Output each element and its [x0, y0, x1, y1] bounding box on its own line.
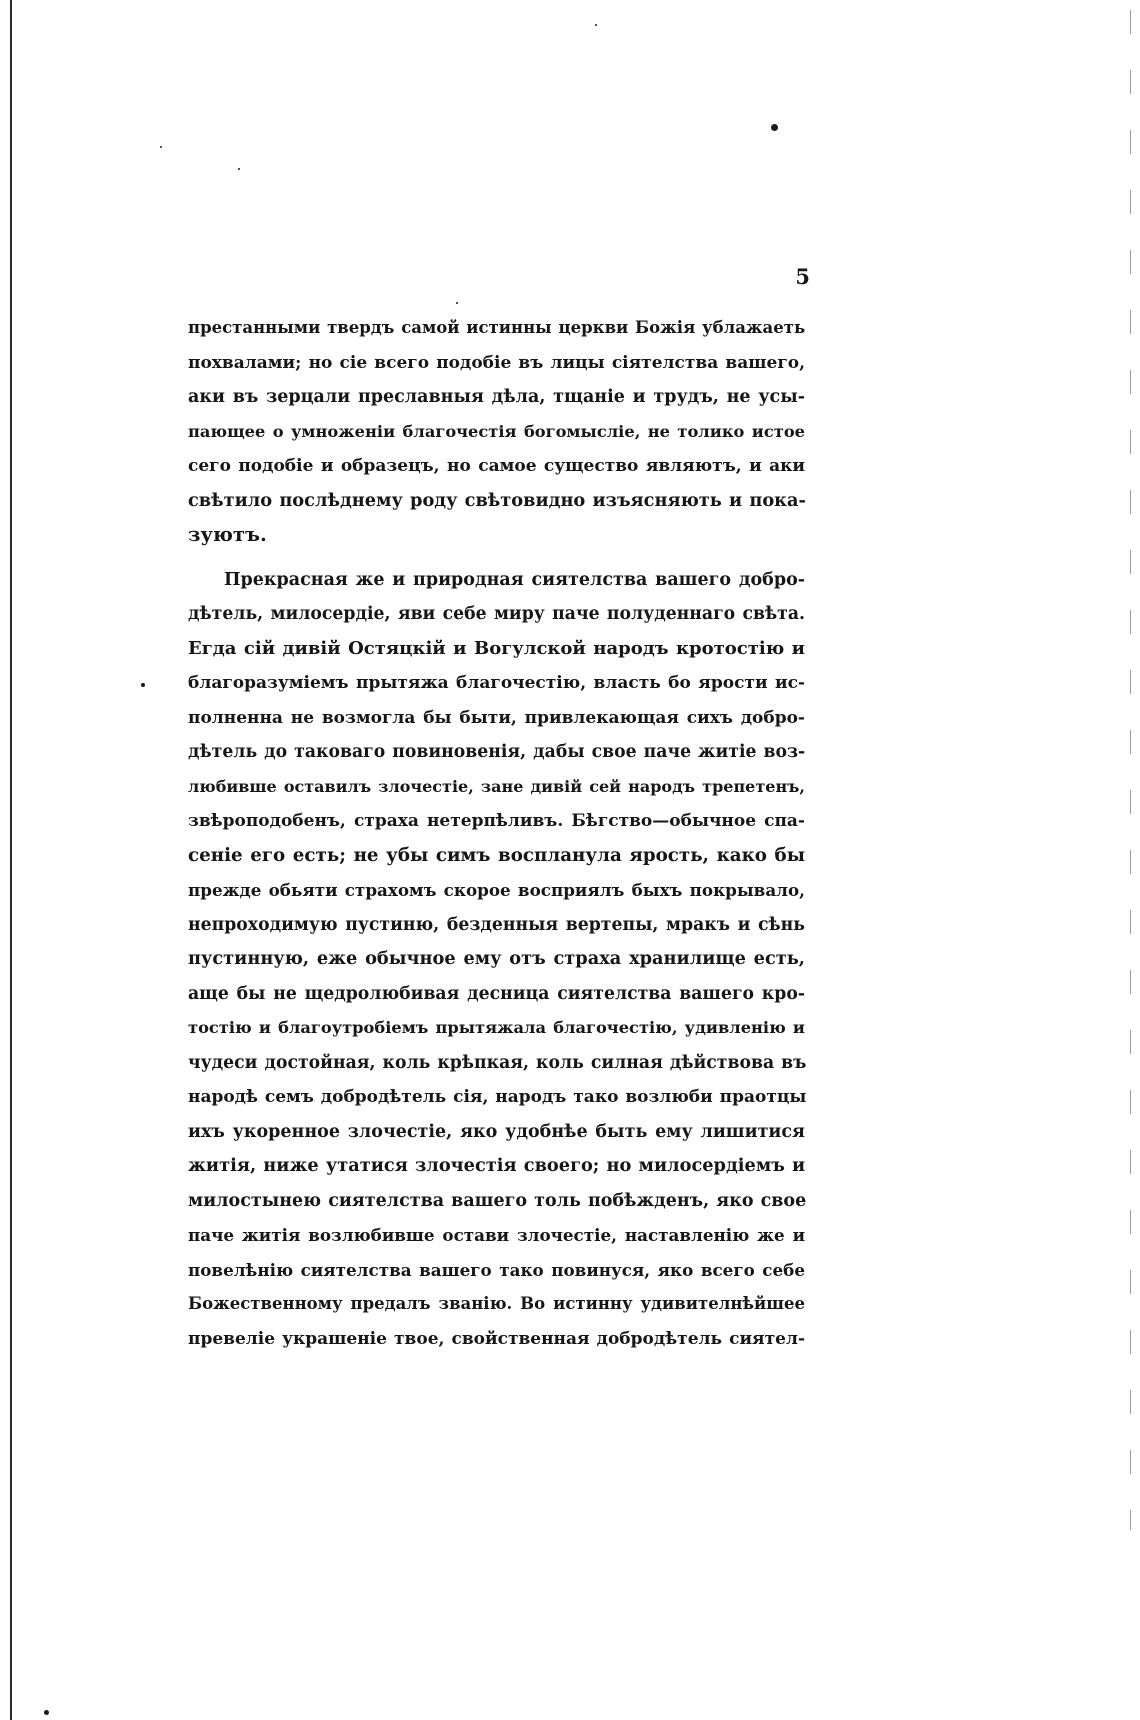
text-line: прежде обьяти страхомъ скорое восприялъ быхъ покрывало, [188, 880, 805, 900]
text-line: дѣтель до таковаго повиновенія, дабы свое паче житіе воз- [188, 742, 806, 762]
text-line: милостынею сиятелства вашего толь побѣжденъ, яко свое [188, 1190, 807, 1211]
body-text [188, 311, 805, 1356]
text-line: паче житія возлюбивше остави злочестіе, наставленію же и [188, 1225, 805, 1245]
ink-speck [44, 1710, 49, 1715]
text-line: пустинную, еже обычное ему отъ страха хранилище есть, [188, 948, 805, 969]
text-line: любивше оставилъ злочестіе, зане дивій сей народъ трепетенъ, [188, 776, 805, 796]
text-line: Прекрасная же и природная сиятелства вашего добро- [224, 569, 805, 590]
text-line: аки въ зерцали преславныя дѣла, тщаніе и трудъ, не усы- [188, 387, 805, 407]
ink-speck [160, 146, 162, 148]
text-line: престанными твердъ самой истинны церкви Божія ублажаеть [188, 318, 806, 337]
text-line: ихъ укоренное злочестіе, яко удобнѣе быть ему лишитися [188, 1121, 805, 1142]
text-line: народѣ семъ добродѣтель сія, народъ тако возлюби праотцы [188, 1087, 807, 1107]
paragraph-gap [188, 553, 805, 563]
text-line: аще бы не щедролюбивая десница сиятелства вашего кро- [188, 983, 805, 1004]
text-line: житія, ниже утатися злочестія своего; но милосердіемъ и [188, 1155, 806, 1176]
text-line: тостію и благоутробіемъ прытяжала благочестію, удивленію и [188, 1018, 805, 1037]
ink-speck [238, 168, 240, 170]
text-line: Егда сій дивій Остяцкій и Вогулской народъ кротостію и [188, 637, 805, 659]
text-line: непроходимую пустиню, безденныя вертепы, мракъ и сѣнь [188, 914, 805, 935]
text-line: звѣроподобенъ, страха нетерпѣливъ. Бѣгство—обычное спа- [188, 811, 805, 831]
text-line: благоразуміемъ прытяжа благочестію, власть бо ярости ис- [188, 673, 805, 693]
text-line: дѣтель, милосердіе, яви себе миру паче полуденнаго свѣта. [188, 604, 805, 624]
ink-speck [141, 683, 145, 687]
page-right-edge [1130, 10, 1131, 1530]
text-line: похвалами; но сіе всего подобіе въ лицы сіятелства вашего, [188, 352, 805, 373]
text-line: чудеси достойная, коль крѣпкая, коль силная дѣйствова въ [188, 1052, 807, 1073]
text-line: сеніе его есть; не убы симъ воспланула ярость, како бы [188, 844, 805, 866]
ink-speck [595, 24, 597, 26]
text-line: превеліе украшеніе твое, свойственная добродѣтель сиятел- [188, 1328, 805, 1349]
text-line: свѣтило послѣднему роду свѣтовидно изъясняють и пока- [188, 489, 806, 511]
text-line: зуютъ. [188, 523, 267, 546]
page-number: 5 [795, 264, 810, 289]
text-line: Божественному предалъ званію. Во истинну удивителнѣйшее [188, 1294, 805, 1313]
text-line: сего подобіе и образецъ, но самое существо являютъ, и аки [188, 456, 805, 476]
text-line: полненна не возмогла бы быти, привлекающая сихъ добро- [188, 707, 805, 728]
ink-speck [456, 302, 458, 304]
ink-speck [771, 124, 778, 131]
page-binding-edge [10, 0, 12, 1720]
text-line: пающее о умноженіи благочестія богомысліе, не толико истое [188, 421, 805, 441]
text-line: повелѣнію сиятелства вашего тако повинуся, яко всего себе [188, 1259, 805, 1280]
